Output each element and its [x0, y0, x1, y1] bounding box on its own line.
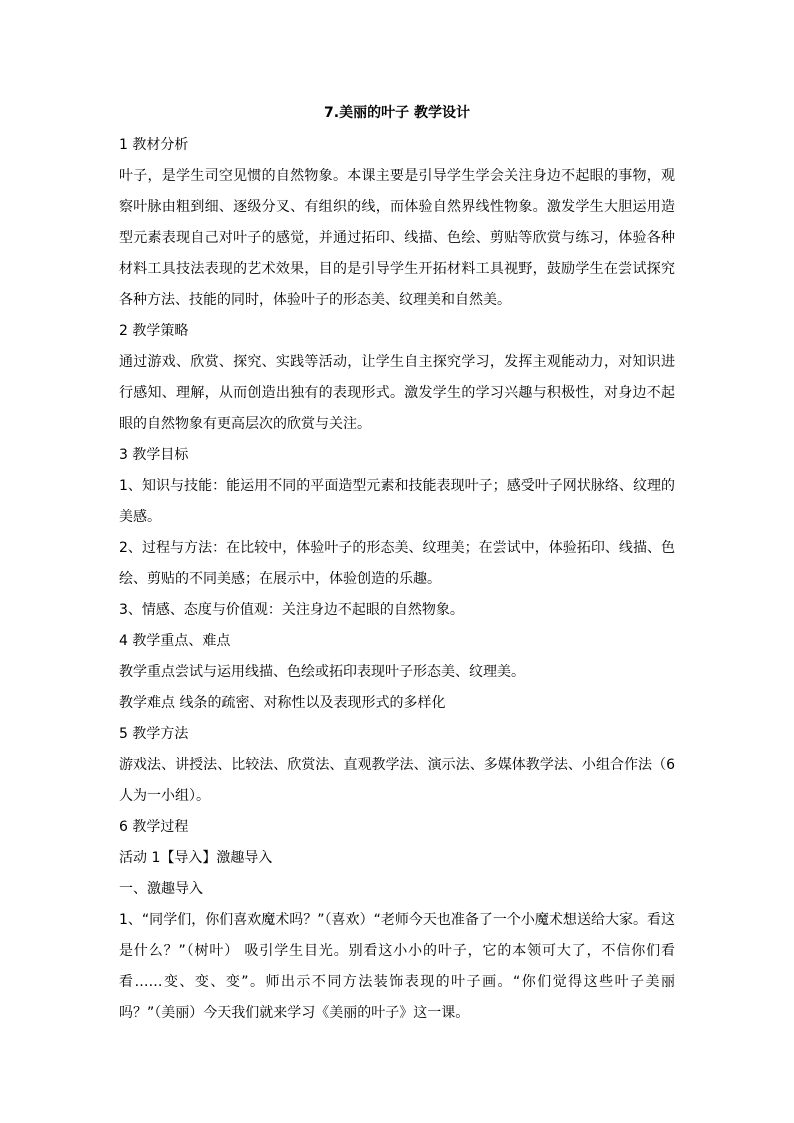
paragraph: 教学重点尝试与运用线描、色绘或拓印表现叶子形态美、纹理美。	[119, 664, 525, 680]
section-heading: 6 教学过程	[119, 819, 189, 835]
paragraph: 1、知识与技能：能运用不同的平面造型元素和技能表现叶子；感受叶子网状脉络、纹理的美感。	[119, 478, 675, 525]
section-heading: 1 教材分析	[119, 137, 189, 153]
paragraph: 叶子，是学生司空见惯的自然物象。本课主要是引导学生学会关注身边不起眼的事物，观察叶脉由粗到细、逐级分叉、有组织的线，而体验自然界线性物象。激发学生大胆运用造型元素表现自己对叶子的感觉，并通过拓印、线描、色绘、剪贴等欣赏与练习，体验各种材料工具技法表现的艺术效果，目的是引导学生开拓材料工具视野，鼓励学生在尝试探究各种方法、技能的同时，体验叶子的形态美、纹理美和自然美。	[119, 168, 675, 308]
paragraph: 游戏法、讲授法、比较法、欣赏法、直观教学法、演示法、多媒体教学法、小组合作法（6人为一小组）。	[119, 757, 675, 804]
section-heading: 5 教学方法	[119, 726, 189, 742]
paragraph: 1、“同学们，你们喜欢魔术吗？”（喜欢）“老师今天也准备了一个小魔术想送给大家。看这是什么？”（树叶） 吸引学生目光。别看这小小的叶子，它的本领可大了，不信你们看看……变、变、变”。师出示不同方法装饰表现的叶子画。“你们觉得这些叶子美丽吗？”（美丽）今天我们就来学习《美丽的叶子》这一课。	[119, 912, 675, 1021]
paragraph: 2、过程与方法：在比较中，体验叶子的形态美、纹理美；在尝试中，体验拓印、线描、色绘、剪贴的不同美感；在展示中，体验创造的乐趣。	[119, 540, 675, 587]
activity-heading: 活动 1【导入】激趣导入	[119, 850, 273, 866]
paragraph: 通过游戏、欣赏、探究、实践等活动，让学生自主探究学习，发挥主观能动力，对知识进行感知、理解，从而创造出独有的表现形式。激发学生的学习兴趣与积极性，对身边不起眼的自然物象有更高层次的欣赏与关注。	[119, 354, 675, 432]
paragraph: 3、情感、态度与价值观：关注身边不起眼的自然物象。	[119, 602, 464, 618]
section-heading: 3 教学目标	[119, 447, 189, 463]
paragraph: 教学难点 线条的疏密、对称性以及表现形式的多样化	[119, 695, 446, 711]
document-page	[119, 100, 675, 1029]
document-title: 7.美丽的叶子 教学设计	[324, 105, 470, 121]
section-heading: 2 教学策略	[119, 323, 189, 339]
section-heading: 4 教学重点、难点	[119, 633, 231, 649]
subsection-heading: 一、激趣导入	[119, 881, 203, 897]
